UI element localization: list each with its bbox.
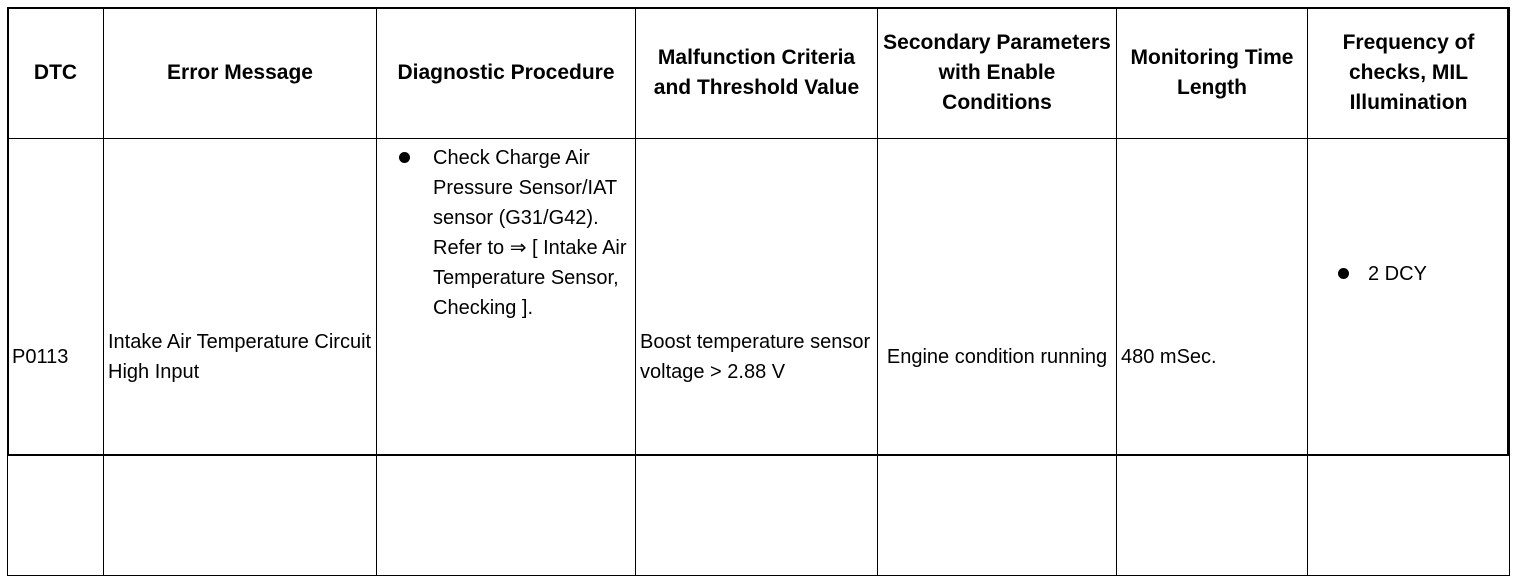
cell-malfunction-criteria: Boost temperature sensor voltage > 2.88 V xyxy=(636,139,878,576)
header-frequency: Frequency of checks, MIL Illumination xyxy=(1308,8,1510,139)
table-outer-border xyxy=(7,7,1509,456)
cell-monitoring-time: 480 mSec. xyxy=(1117,139,1308,576)
header-diagnostic-procedure: Diagnostic Procedure xyxy=(377,8,636,139)
header-secondary-parameters: Secondary Parameters with Enable Conditions xyxy=(878,8,1117,139)
cell-secondary-parameters: Engine condition running xyxy=(878,139,1117,576)
header-monitoring-time: Monitoring Time Length xyxy=(1117,8,1308,139)
header-dtc: DTC xyxy=(8,8,104,139)
frequency-text: 2 DCY xyxy=(1368,263,1427,285)
cell-dtc: P0113 xyxy=(8,139,104,576)
header-error-message: Error Message xyxy=(104,8,377,139)
cell-error-message: Intake Air Temperature Circuit High Input xyxy=(104,139,377,576)
procedure-text: Check Charge Air Pressure Sensor/IAT sensor (G31/G42). Refer to ⇒ [ Intake Air Temperature Sensor, Checking ]. xyxy=(433,147,627,319)
header-malfunction-criteria: Malfunction Criteria and Threshold Value xyxy=(636,8,878,139)
